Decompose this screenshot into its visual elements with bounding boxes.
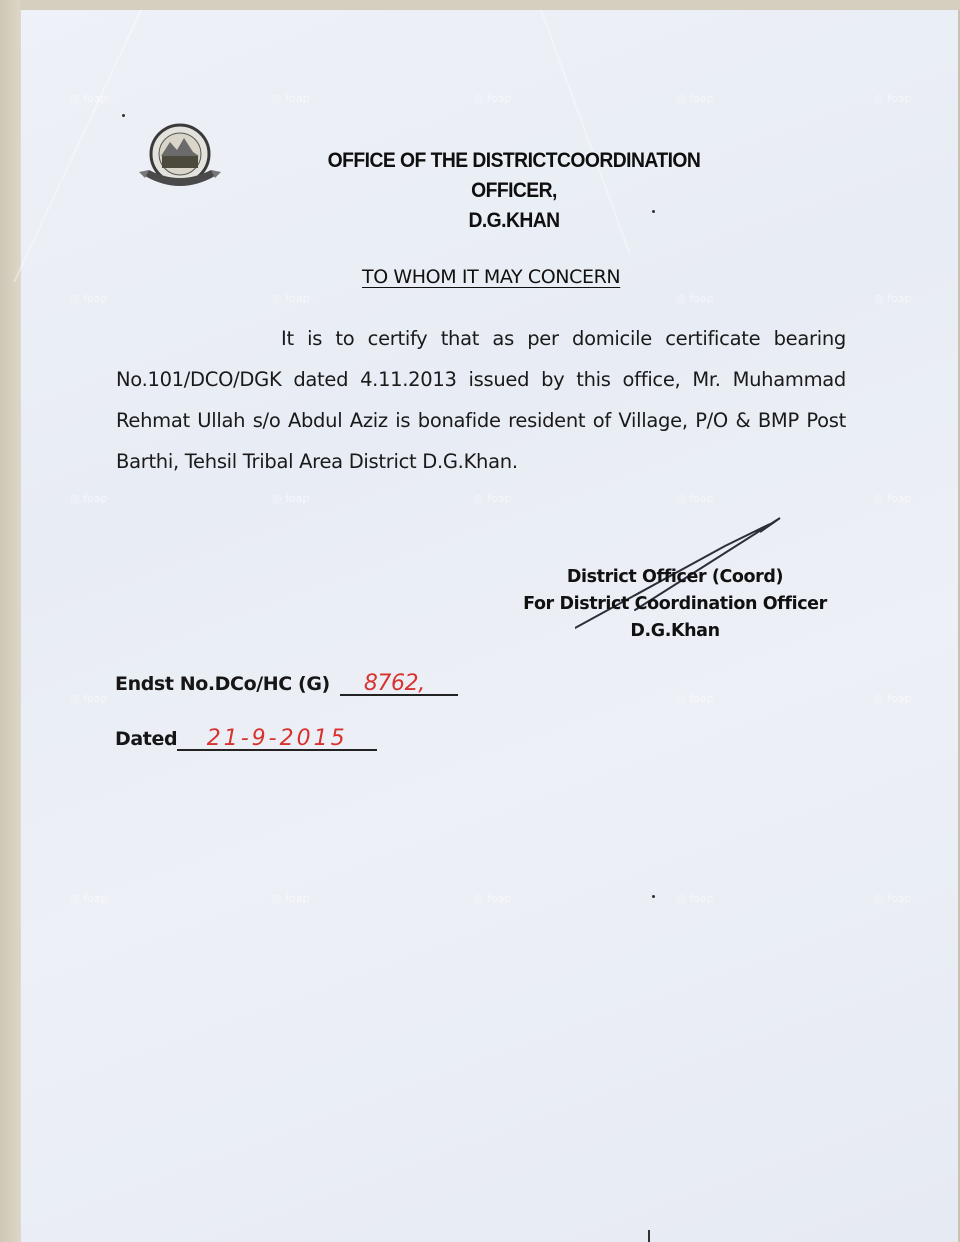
watermark: ◎ foap xyxy=(70,92,108,105)
watermark: ◎ foap xyxy=(474,892,512,905)
watermark: ◎ foap xyxy=(676,92,714,105)
watermark: ◎ foap xyxy=(272,292,310,305)
endorsement-number: 8762, xyxy=(340,674,458,696)
watermark: ◎ foap xyxy=(874,292,912,305)
watermark: ◎ foap xyxy=(70,492,108,505)
watermark: ◎ foap xyxy=(272,892,310,905)
scan-speck xyxy=(122,114,125,117)
watermark: ◎ foap xyxy=(272,492,310,505)
watermark: ◎ foap xyxy=(676,292,714,305)
signatory-block xyxy=(505,564,845,645)
certificate-body-text: It is to certify that as per domicile certificate bearing No.101/DCO/DGK dated 4.11.2013 issued by this office, Mr. Muhammad Rehmat Ullah s/o Abdul Aziz is bonafide resident of Village, P/O & BMP Post Barthi, Tehsil Tribal Area District D.G.Khan. xyxy=(116,327,846,473)
certificate-body xyxy=(116,318,846,482)
watermark: ◎ foap xyxy=(272,92,310,105)
signatory-designation: District Officer (Coord) xyxy=(566,567,784,587)
scan-mark xyxy=(648,1230,650,1242)
watermark: ◎ foap xyxy=(474,92,512,105)
district-seal-icon xyxy=(137,120,223,192)
watermark: ◎ foap xyxy=(676,692,714,705)
scan-speck xyxy=(652,895,655,898)
watermark: ◎ foap xyxy=(70,692,108,705)
watermark: ◎ foap xyxy=(474,492,512,505)
watermark: ◎ foap xyxy=(70,292,108,305)
endorsement-line xyxy=(115,673,458,696)
dated-value: 21-9-2015 xyxy=(177,729,377,751)
watermark: ◎ foap xyxy=(874,892,912,905)
signatory-on-behalf: For District Coordination Officer xyxy=(523,594,827,614)
watermark: ◎ foap xyxy=(874,692,912,705)
subject-heading: TO WHOM IT MAY CONCERN xyxy=(362,266,621,288)
watermark: ◎ foap xyxy=(676,892,714,905)
scan-top-edge xyxy=(0,0,960,10)
watermark: ◎ foap xyxy=(676,492,714,505)
watermark: ◎ foap xyxy=(70,892,108,905)
dated-label: Dated xyxy=(115,728,178,750)
letterhead-title-line1: OFFICE OF THE DISTRICTCOORDINATION OFFICER, xyxy=(327,149,701,202)
letterhead-title-line2: D.G.KHAN xyxy=(468,209,560,232)
scan-left-edge xyxy=(0,0,20,1242)
paper-crease xyxy=(13,10,142,283)
dated-line xyxy=(115,728,377,751)
endorsement-label: Endst No.DCo/HC (G) xyxy=(115,673,330,695)
signatory-location: D.G.Khan xyxy=(630,621,720,641)
scan-speck xyxy=(652,210,655,213)
watermark: ◎ foap xyxy=(874,92,912,105)
letterhead-title xyxy=(284,146,744,236)
watermark: ◎ foap xyxy=(874,492,912,505)
